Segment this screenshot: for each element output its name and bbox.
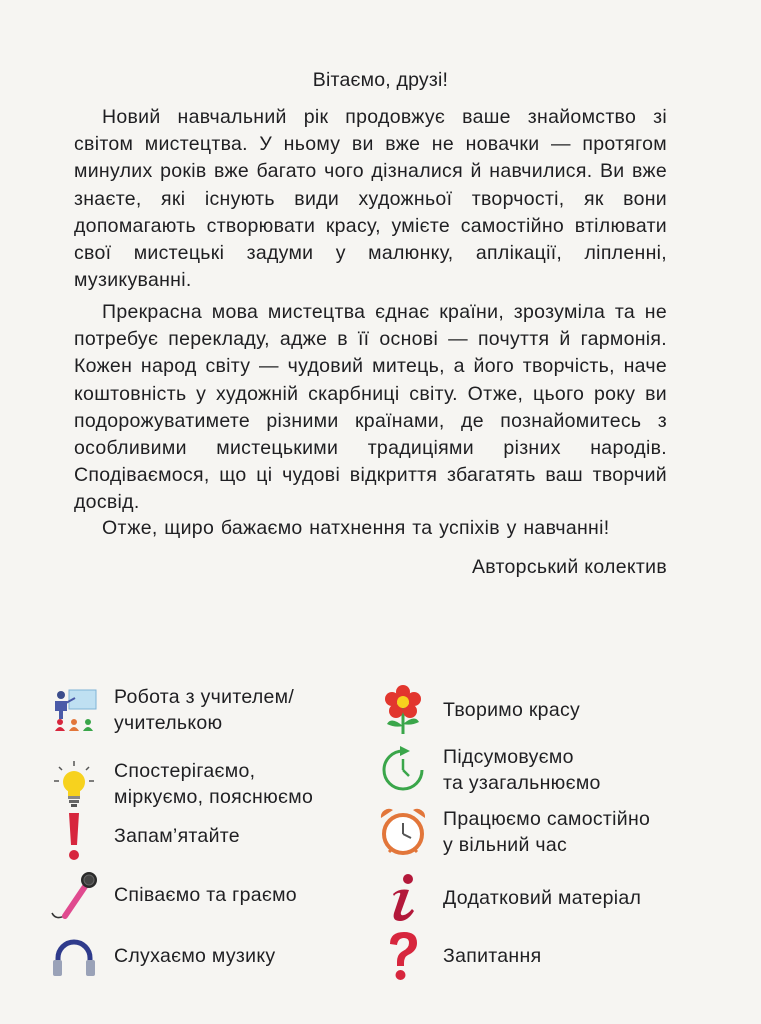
legend-label-teacher-line2: учителькою xyxy=(114,712,223,734)
legend-label-extra: Додатковий матеріал xyxy=(443,887,642,909)
legend-item-create xyxy=(377,684,580,736)
legend-label-summarize-line2: та узагальнюємо xyxy=(443,772,601,794)
legend-item-extra xyxy=(377,872,641,924)
flower-icon xyxy=(377,684,429,736)
exclamation-icon xyxy=(48,810,100,862)
signature: Авторський колектив xyxy=(471,556,667,578)
legend-label-independent-line1: Працюємо самостійно xyxy=(443,808,651,830)
legend-label-create: Творимо красу xyxy=(443,699,581,721)
legend-item-questions xyxy=(377,930,541,982)
clock-arrow-icon xyxy=(377,744,429,796)
legend-item-independent xyxy=(377,806,650,858)
legend-label-independent-line2: у вільний час xyxy=(443,834,568,856)
legend-item-observe xyxy=(48,758,313,810)
wishes-paragraph: Отже, щиро бажаємо натхнення та успіхів у навчанні! xyxy=(102,517,610,539)
legend-label-listen: Слухаємо музику xyxy=(114,945,276,967)
legend-label-questions: Запитання xyxy=(443,945,542,967)
microphone-icon xyxy=(48,869,100,921)
intro-paragraph-1: Новий навчальний рік продовжує ваше знайомство зі світом мистецтва. У ньому ви вже не новачки — протягом минулих років вже багато чого дізналися й навчилися. Ви вже знаєте, які існують види художньої творчості, як вони допомагають створювати красу, умієте самостійно втілювати свої мистецькі задуми у малюнку, аплікації, ліпленні, музикуванні. xyxy=(74,106,667,292)
headphones-icon xyxy=(48,930,100,982)
teacher-presentation-icon xyxy=(48,684,100,736)
legend-label-sing: Співаємо та граємо xyxy=(114,884,297,906)
greeting-heading: Вітаємо, друзі! xyxy=(312,69,449,91)
light-bulb-icon xyxy=(48,758,100,810)
legend-item-summarize xyxy=(377,744,601,796)
legend-item-teacher xyxy=(48,684,294,736)
alarm-clock-icon xyxy=(377,806,429,858)
question-icon xyxy=(377,930,429,982)
intro-paragraph-2: Прекрасна мова мистецтва єднає країни, зрозуміла та не потребує перекладу, адже в її основі — почуття й гармонія. Кожен народ світу — чудовий митець, а його творчість, наче коштовність у художній скарбниці світу. Отже, цього року ви подорожуватимете різними країнами, де познайомитесь з особливими мистецькими традиціями різних народів. Сподіваємося, що ці чудові відкриття збагатять ваш творчий досвід. xyxy=(74,301,667,514)
legend-item-listen xyxy=(48,930,275,982)
legend-item-sing xyxy=(48,869,297,921)
legend-label-observe-line1: Спостерігаємо, xyxy=(114,760,256,782)
legend-label-teacher-line1: Робота з учителем/ xyxy=(114,686,295,708)
legend-item-remember xyxy=(48,810,240,862)
legend-label-remember: Запам’ятайте xyxy=(114,825,240,847)
legend-label-summarize-line1: Підсумовуємо xyxy=(443,746,574,768)
info-icon xyxy=(377,872,429,924)
legend-label-observe-line2: міркуємо, пояснюємо xyxy=(114,786,314,808)
